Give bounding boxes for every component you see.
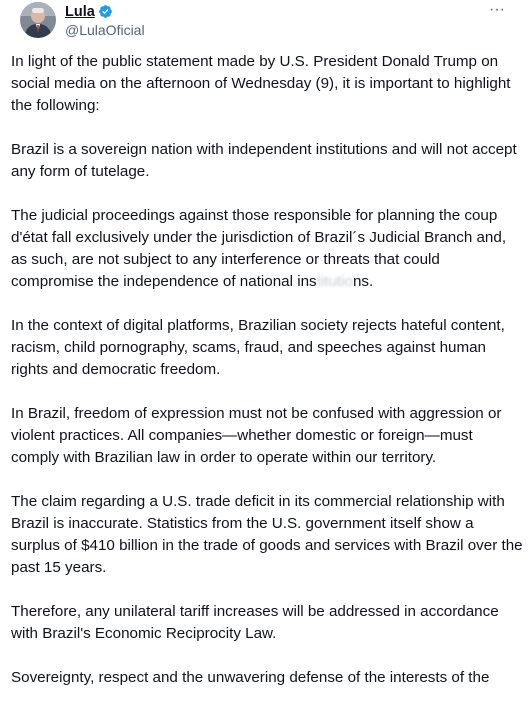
avatar[interactable] [20,2,56,38]
tweet-paragraph: In the context of digital platforms, Brazilian society rejects hateful content, racism, child pornography, scams, fraud, and speeches against human rights and democratic freedom. [11,317,505,378]
tweet-paragraph: Sovereignty, respect and the unwavering defense of the interests of the [11,669,490,686]
author-block [65,3,145,38]
verified-badge-icon [98,4,113,19]
tweet-text [11,51,523,711]
more-options-icon[interactable]: ··· [489,1,505,18]
tweet-paragraph: Brazil is a sovereign nation with independent institutions and will not accept any form of tutelage. [11,141,517,180]
tweet-paragraph: In Brazil, freedom of expression must not be confused with aggression or violent practices. All companies—whether domestic or foreign—must comply with Brazilian law in order to operate within our territory. [11,405,502,466]
tweet-paragraph: Therefore, any unilateral tariff increases will be addressed in accordance with Brazil's Economic Reciprocity Law. [11,603,499,642]
author-handle[interactable]: @LulaOficial [65,22,145,38]
tweet-paragraph: In light of the public statement made by U.S. President Donald Trump on social media on the afternoon of Wednesday (9), it is important to highlight the following: [11,53,511,114]
tweet-paragraph: The claim regarding a U.S. trade deficit in its commercial relationship with Brazil is inaccurate. Statistics from the U.S. government itself show a surplus of $410 billion in the trade of goods and services with Brazil over the past 15 years. [11,493,523,576]
tweet-paragraph-end: ns. [352,273,374,290]
tweet-paragraph [11,205,523,293]
tweet-paragraph-text: The judicial proceedings against those responsible for planning the coup d'état fall exclusively under the jurisdiction of Brazil´s Judicial Branch and, as such, are not subject to any interference or threats that could compromise the independence of national ins [11,207,507,290]
author-display-name[interactable]: Lula [65,3,95,20]
obscured-text: titutio [316,273,353,290]
tweet-header [12,0,517,44]
